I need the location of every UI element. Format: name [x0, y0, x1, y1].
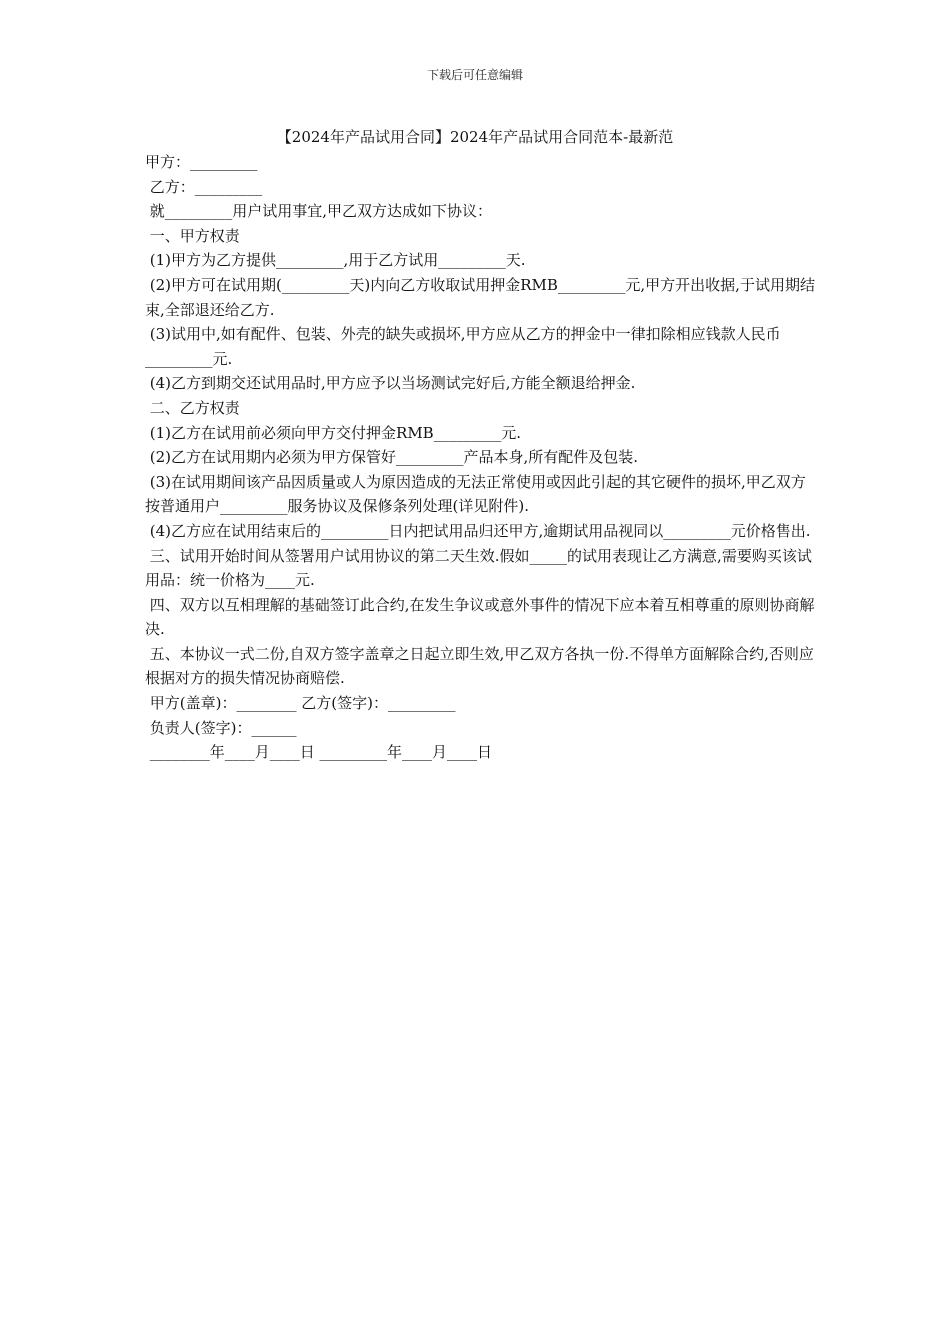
section-four: 四、双方以互相理解的基础签订此合约,在发生争议或意外事件的情况下应本着互相尊重的原则协商解决.: [145, 595, 815, 639]
clause-b2: (2)乙方在试用期内必须为甲方保管好_________产品本身,所有配件及包装.: [145, 448, 639, 467]
clause-a4: (4)乙方到期交还试用品时,甲方应予以当场测试完好后,方能全额退给押金.: [145, 374, 636, 393]
section-heading-party-a: 一、甲方权责: [145, 226, 240, 245]
document-body: [145, 150, 815, 765]
clause-a3: (3)试用中,如有配件、包装、外壳的缺失或损坏,甲方应从乙方的押金中一律扣除相应钱款人民币_________元.: [145, 325, 781, 368]
clause-b3: (3)在试用期间该产品因质量或人为原因造成的无法正常使用或因此引起的其它硬件的损坏,甲乙双方按普通用户_________服务协议及保修条列处理(详见附件).: [145, 472, 806, 516]
signature-line: 甲方(盖章)：________ 乙方(签字)：_________: [145, 694, 456, 713]
clause-a2: (2)甲方可在试用期(_________天)内向乙方收取试用押金RMB_________元,甲方开出收据,于试用期结束,全部退还给乙方.: [145, 275, 815, 319]
responsible-person-line: 负责人(签字)：______: [145, 718, 297, 737]
agreement-intro: 就_________用户试用事宜,甲乙双方达成如下协议：: [145, 202, 493, 221]
section-heading-party-b: 二、乙方权责: [145, 398, 240, 417]
clause-b1: (1)乙方在试用前必须向甲方交付押金RMB_________元.: [145, 423, 521, 442]
clause-a1: (1)甲方为乙方提供_________,用于乙方试用_________天.: [145, 251, 526, 270]
document-title: 【2024年产品试用合同】2024年产品试用合同范本-最新范: [276, 128, 674, 146]
section-five: 五、本协议一式二份,自双方签字盖章之日起立即生效,甲乙双方各执一份.不得单方面解除合约,否则应根据对方的损失情况协商赔偿.: [145, 644, 814, 688]
date-line: ________年____月____日 _________年____月____日: [145, 743, 493, 762]
clause-b4: (4)乙方应在试用结束后的_________日内把试用品归还甲方,逾期试用品视同以_________元价格售出.: [145, 521, 811, 540]
party-b-line: 乙方：_________: [145, 177, 263, 196]
party-a-line: 甲方：_________: [145, 153, 258, 171]
section-three: 三、试用开始时间从签署用户试用协议的第二天生效.假如_____的试用表现让乙方满意,需要购买该试用品：统一价格为____元.: [145, 546, 812, 590]
page-header: 下载后可任意编辑: [426, 68, 523, 82]
